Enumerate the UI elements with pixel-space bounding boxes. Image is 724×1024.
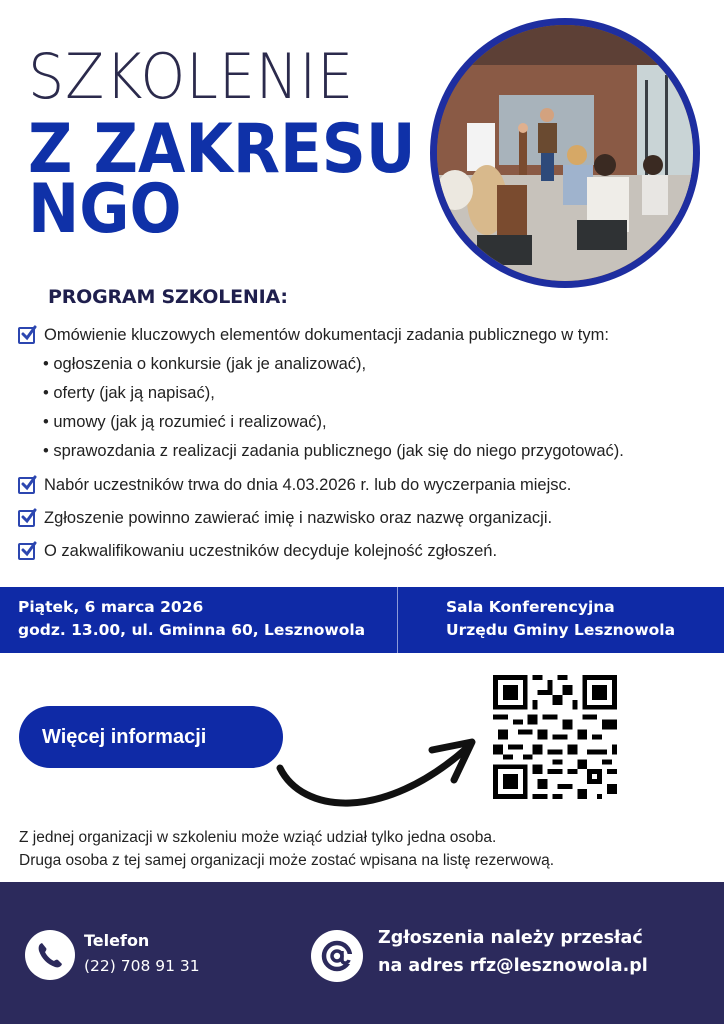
curved-arrow-icon xyxy=(272,728,482,813)
participation-note xyxy=(19,826,554,872)
venue-line-2: Urzędu Gminy Lesznowola xyxy=(446,621,676,639)
program-subitem: • ogłoszenia o konkursie (jak je analizować), xyxy=(18,353,718,375)
phone-icon xyxy=(25,930,75,980)
phone-label: Telefon xyxy=(84,931,150,950)
email-at-icon xyxy=(311,930,363,982)
checkbox-checked-icon xyxy=(18,327,35,344)
program-item-text: Zgłoszenie powinno zawierać imię i nazwisko oraz nazwę organizacji. xyxy=(44,509,553,527)
program-item xyxy=(18,474,718,496)
program-list xyxy=(18,324,718,562)
program-item xyxy=(18,507,718,529)
more-info-button[interactable]: Więcej informacji xyxy=(19,706,283,768)
venue-line-1: Sala Konferencyjna xyxy=(446,598,615,616)
qr-code[interactable] xyxy=(493,674,617,800)
checkbox-checked-icon xyxy=(18,510,35,527)
program-heading: PROGRAM SZKOLENIA: xyxy=(48,286,288,308)
program-item-text: Nabór uczestników trwa do dnia 4.03.2026 r. lub do wyczerpania miejsc. xyxy=(44,476,572,494)
photo-illustration xyxy=(437,25,693,281)
training-photo xyxy=(430,18,700,288)
title-line-2: Z ZAKRESU xyxy=(28,110,416,189)
email-instruction: Zgłoszenia należy przesłać xyxy=(378,928,643,948)
event-time-address: godz. 13.00, ul. Gminna 60, Lesznowola xyxy=(18,621,366,639)
program-item xyxy=(18,324,718,346)
email-address[interactable]: na adres rfz@lesznowola.pl xyxy=(378,956,648,976)
note-line-2: Druga osoba z tej samej organizacji może zostać wpisana na listę rezerwową. xyxy=(19,852,554,869)
title-line-3: NGO xyxy=(28,170,182,249)
program-subitem: • sprawozdania z realizacji zadania publicznego (jak się do niego przygotować). xyxy=(18,440,718,462)
event-date: Piątek, 6 marca 2026 xyxy=(18,598,204,616)
checkbox-checked-icon xyxy=(18,477,35,494)
program-subitem: • oferty (jak ją napisać), xyxy=(18,382,718,404)
event-venue xyxy=(398,587,675,653)
program-subitem: • umowy (jak ją rozumieć i realizować), xyxy=(18,411,718,433)
event-info-band xyxy=(0,587,724,653)
note-line-1: Z jednej organizacji w szkoleniu może wziąć udział tylko jedna osoba. xyxy=(19,829,497,846)
event-datetime xyxy=(0,587,398,653)
program-item xyxy=(18,540,718,562)
program-item-text: O zakwalifikowaniu uczestników decyduje kolejność zgłoszeń. xyxy=(44,542,498,560)
footer-contact xyxy=(0,882,724,1024)
phone-number[interactable]: (22) 708 91 31 xyxy=(84,957,200,975)
checkbox-checked-icon xyxy=(18,543,35,560)
program-item-text: Omówienie kluczowych elementów dokumentacji zadania publicznego w tym: xyxy=(44,326,609,344)
title-line-1: SZKOLENIE xyxy=(28,40,355,113)
